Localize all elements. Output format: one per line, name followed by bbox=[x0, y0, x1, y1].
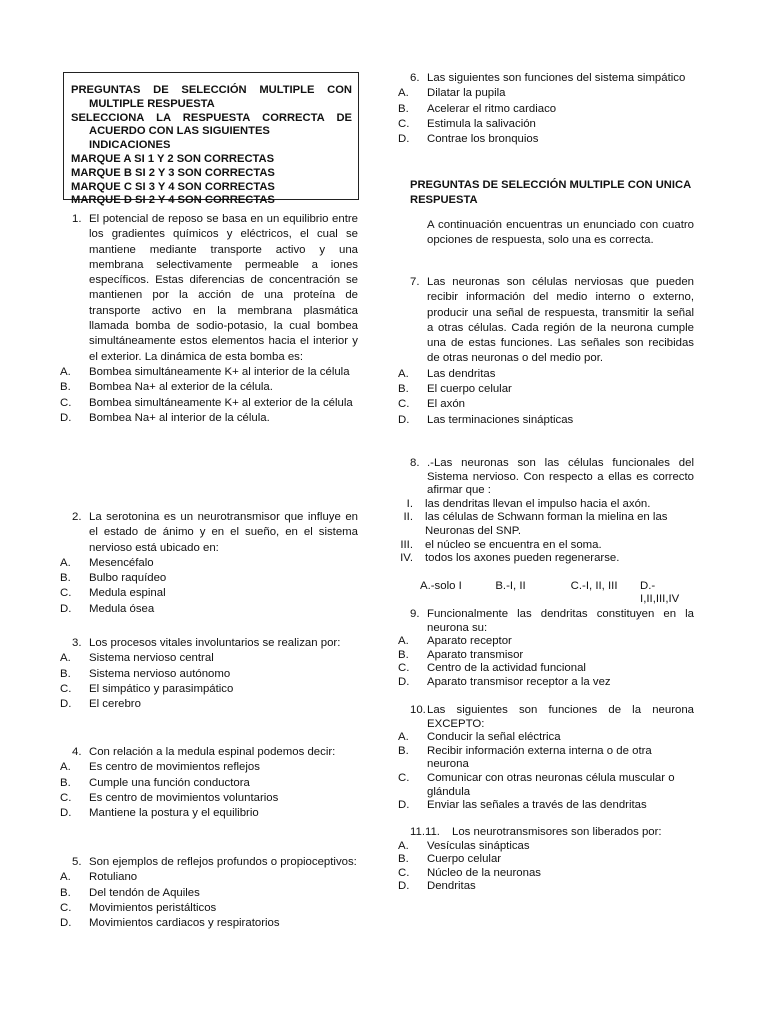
option-text: Dendritas bbox=[427, 880, 476, 893]
option-letter: D. bbox=[398, 675, 410, 688]
box-title-line-1: PREGUNTAS DE SELECCIÓN MULTIPLE CON bbox=[71, 84, 352, 96]
option-text: El cuerpo celular bbox=[427, 383, 512, 396]
statement-text: las células de Schwann forman la mielina en las Neuronas del SNP. bbox=[425, 511, 668, 537]
option-b bbox=[398, 745, 694, 772]
statement-numeral: III. bbox=[400, 538, 413, 551]
question-10 bbox=[398, 704, 694, 813]
option-a bbox=[60, 651, 358, 666]
single-answer-heading-text: PREGUNTAS DE SELECCIÓN MULTIPLE CON UNICA RESPUESTA bbox=[410, 179, 691, 206]
option-text: Centro de la actividad funcional bbox=[427, 662, 586, 675]
option-text: Aparato receptor bbox=[427, 635, 512, 648]
option-letter: D. bbox=[398, 133, 410, 146]
option-text: Bombea Na+ al exterior de la célula. bbox=[89, 381, 273, 394]
option-text: Cuerpo celular bbox=[427, 853, 502, 866]
statement-numeral: I. bbox=[406, 497, 413, 510]
statement-numeral: II. bbox=[403, 511, 413, 524]
answer-choice-b: B.-I, II bbox=[495, 579, 526, 592]
option-letter: C. bbox=[398, 771, 410, 784]
option-text: El simpático y parasimpático bbox=[89, 682, 234, 695]
question-4 bbox=[60, 745, 358, 821]
question-4-stem bbox=[60, 745, 358, 760]
option-text: Aparato transmisor bbox=[427, 648, 524, 661]
question-9 bbox=[398, 608, 694, 690]
option-b bbox=[398, 102, 694, 117]
option-letter: D. bbox=[398, 413, 410, 426]
option-d bbox=[398, 880, 694, 894]
option-letter: B. bbox=[60, 776, 71, 789]
box-instruction-line-2: ACUERDO CON LAS SIGUIENTES INDICACIONES bbox=[89, 125, 270, 152]
option-text: Del tendón de Aquiles bbox=[89, 886, 200, 899]
option-letter: B. bbox=[60, 572, 71, 585]
question-2 bbox=[60, 510, 358, 617]
option-text: Las terminaciones sinápticas bbox=[427, 413, 574, 426]
option-a bbox=[60, 556, 358, 571]
question-8-stem bbox=[398, 457, 694, 498]
single-answer-heading bbox=[410, 178, 696, 207]
question-number: 5. bbox=[72, 856, 82, 868]
option-letter: D. bbox=[60, 917, 72, 930]
option-c bbox=[60, 791, 358, 806]
option-text: Contrae los bronquios bbox=[427, 133, 539, 146]
option-text: Estimula la salivación bbox=[427, 117, 536, 130]
question-10-stem bbox=[398, 704, 694, 731]
option-letter: B. bbox=[398, 648, 409, 661]
question-text: Los procesos vitales involuntarios se realizan por: bbox=[89, 637, 341, 649]
box-instruction-line-1: SELECCIONA LA RESPUESTA CORRECTA DE bbox=[71, 111, 352, 124]
question-number: 9. bbox=[410, 608, 420, 620]
question-9-stem bbox=[398, 608, 694, 635]
option-c bbox=[60, 901, 358, 916]
option-c bbox=[398, 867, 694, 881]
option-letter: A. bbox=[60, 871, 71, 884]
single-answer-intro-text: A continuación encuentras un enunciado con cuatro opciones de respuesta, solo una es correcta. bbox=[427, 219, 694, 247]
question-8-statements bbox=[385, 498, 694, 566]
option-text: Núcleo de la neuronas bbox=[427, 866, 541, 879]
instructions-box bbox=[63, 72, 359, 207]
question-1-stem bbox=[60, 212, 358, 365]
question-number: 7. bbox=[410, 276, 420, 288]
answer-choice-c: C.-I, II, III bbox=[570, 579, 618, 592]
option-letter: A. bbox=[398, 731, 409, 744]
question-number: 11.11. bbox=[410, 826, 440, 838]
question-3-stem bbox=[60, 636, 358, 651]
option-text: Dilatar la pupila bbox=[427, 87, 506, 100]
option-b bbox=[60, 380, 358, 395]
option-letter: B. bbox=[60, 886, 71, 899]
option-letter: C. bbox=[60, 901, 72, 914]
option-b bbox=[60, 776, 358, 791]
option-c bbox=[398, 662, 694, 676]
option-d bbox=[398, 676, 694, 690]
option-letter: D. bbox=[60, 411, 72, 424]
question-8-text: .-Las neuronas son las células funcionales del Sistema nervioso. Con respecto a ellas es correcto afirmar que : bbox=[427, 457, 694, 497]
option-a bbox=[398, 731, 694, 745]
option-a bbox=[398, 86, 694, 101]
question-7-stem bbox=[398, 275, 694, 367]
option-text: Bombea Na+ al interior de la célula. bbox=[89, 411, 270, 424]
statement-ii bbox=[385, 511, 694, 538]
option-c bbox=[60, 682, 358, 697]
option-text: Cumple una función conductora bbox=[89, 776, 250, 789]
option-text: El axón bbox=[427, 398, 465, 411]
option-letter: D. bbox=[398, 799, 410, 812]
option-letter: B. bbox=[60, 667, 71, 680]
statement-text: el núcleo se encuentra en el soma. bbox=[425, 538, 602, 551]
option-letter: A. bbox=[60, 652, 71, 665]
question-8-answer-choices bbox=[398, 580, 694, 607]
statement-numeral: IV. bbox=[400, 552, 413, 565]
option-text: Conducir la señal eléctrica bbox=[427, 731, 561, 744]
option-text: Bombea simultáneamente K+ al exterior de la célula bbox=[89, 396, 353, 409]
option-text: Mantiene la postura y el equilibrio bbox=[89, 807, 259, 820]
option-letter: C. bbox=[398, 866, 410, 879]
option-letter: D. bbox=[60, 698, 72, 711]
option-text: Movimientos peristálticos bbox=[89, 901, 217, 914]
option-c bbox=[398, 397, 694, 412]
option-letter: C. bbox=[60, 682, 72, 695]
option-text: El cerebro bbox=[89, 698, 141, 711]
option-d bbox=[60, 806, 358, 821]
option-letter: C. bbox=[398, 662, 410, 675]
question-5 bbox=[60, 855, 358, 931]
question-number: 1. bbox=[72, 213, 82, 225]
option-a bbox=[60, 870, 358, 885]
option-b bbox=[398, 382, 694, 397]
question-6 bbox=[398, 71, 694, 147]
answer-choice-d: D.-I,II,III,IV bbox=[640, 579, 680, 606]
option-letter: A. bbox=[398, 839, 409, 852]
option-text: Recibir información externa interna o de otra neurona bbox=[427, 744, 652, 771]
option-text: Enviar las señales a través de las dendritas bbox=[427, 799, 647, 812]
option-c bbox=[60, 586, 358, 601]
option-d bbox=[398, 132, 694, 147]
option-d bbox=[60, 697, 358, 712]
option-letter: B. bbox=[398, 744, 409, 757]
question-number: 10. bbox=[410, 704, 426, 716]
option-letter: C. bbox=[60, 396, 72, 409]
option-d bbox=[398, 799, 694, 813]
option-text: Las dendritas bbox=[427, 367, 496, 380]
option-a bbox=[60, 760, 358, 775]
statement-text: todos los axones pueden regenerarse. bbox=[425, 552, 620, 565]
question-number: 2. bbox=[72, 511, 82, 523]
question-5-stem bbox=[60, 855, 358, 870]
question-1 bbox=[60, 212, 358, 426]
option-d bbox=[398, 413, 694, 428]
question-text: Las siguientes son funciones del sistema simpático bbox=[427, 72, 686, 84]
option-text: Movimientos cardiacos y respiratorios bbox=[89, 917, 280, 930]
option-letter: A. bbox=[60, 365, 71, 378]
box-rule-a: MARQUE A SI 1 Y 2 SON CORRECTAS bbox=[71, 152, 275, 165]
question-text: El potencial de reposo se basa en un equilibrio entre los gradientes químicos y eléctricos, el cual se mantiene mediante transporte activo y una membrana selectivamente permeable a iones específicos. Estas diferencias de concentración se mantienen por la acción de una proteína de transporte activo en la membrana plasmática llamada bomba de sodio-potasio, la cual bombea simultáneamente estos elementos hacia el interior y el exterior. La dinámica de esta bomba es: bbox=[89, 213, 358, 363]
option-a bbox=[398, 840, 694, 854]
statement-iii bbox=[385, 539, 694, 553]
box-rule-d: MARQUE D SI 2 Y 4 SON CORRECTAS bbox=[71, 194, 275, 207]
option-d bbox=[60, 602, 358, 617]
question-text: Las siguientes son funciones de la neurona EXCEPTO: bbox=[427, 704, 694, 730]
option-text: Bombea simultáneamente K+ al interior de la célula bbox=[89, 365, 350, 378]
question-8 bbox=[398, 457, 694, 607]
option-b bbox=[60, 667, 358, 682]
option-a bbox=[398, 367, 694, 382]
question-11-stem bbox=[398, 826, 694, 840]
option-letter: C. bbox=[60, 791, 72, 804]
question-2-stem bbox=[60, 510, 358, 556]
option-letter: D. bbox=[60, 602, 72, 615]
option-text: Acelerar el ritmo cardiaco bbox=[427, 102, 557, 115]
option-d bbox=[60, 916, 358, 931]
option-text: Es centro de movimientos voluntarios bbox=[89, 791, 279, 804]
option-a bbox=[60, 365, 358, 380]
option-letter: C. bbox=[398, 398, 410, 411]
option-letter: C. bbox=[60, 587, 72, 600]
question-6-stem bbox=[398, 71, 694, 86]
option-letter: A. bbox=[60, 761, 71, 774]
statement-iv bbox=[385, 552, 694, 566]
option-text: Medula espinal bbox=[89, 587, 166, 600]
question-11 bbox=[398, 826, 694, 894]
question-text: Los neurotransmisores son liberados por: bbox=[452, 826, 662, 838]
single-answer-intro bbox=[427, 218, 694, 249]
question-text: Son ejemplos de reflejos profundos o propioceptivos: bbox=[89, 856, 357, 868]
option-c bbox=[398, 117, 694, 132]
option-b bbox=[60, 571, 358, 586]
option-letter: A. bbox=[398, 635, 409, 648]
option-b bbox=[60, 886, 358, 901]
option-text: Sistema nervioso autónomo bbox=[89, 667, 231, 680]
option-text: Aparato transmisor receptor a la vez bbox=[427, 675, 611, 688]
option-letter: D. bbox=[398, 880, 410, 893]
question-7 bbox=[398, 275, 694, 428]
option-text: Medula ósea bbox=[89, 602, 155, 615]
question-text: La serotonina es un neurotransmisor que influye en el estado de ánimo y en el sueño, en el sistema nervioso está ubicado en: bbox=[89, 511, 358, 554]
option-b bbox=[398, 853, 694, 867]
question-number: 6. bbox=[410, 72, 420, 84]
option-d bbox=[60, 411, 358, 426]
option-text: Vesículas sinápticas bbox=[427, 839, 530, 852]
option-text: Es centro de movimientos reflejos bbox=[89, 761, 260, 774]
option-letter: B. bbox=[398, 853, 409, 866]
option-letter: B. bbox=[60, 381, 71, 394]
option-c bbox=[398, 772, 694, 799]
option-text: Comunicar con otras neuronas célula muscular o glándula bbox=[427, 771, 675, 798]
option-letter: A. bbox=[398, 87, 409, 100]
option-letter: A. bbox=[398, 367, 409, 380]
question-3 bbox=[60, 636, 358, 712]
question-text: Con relación a la medula espinal podemos decir: bbox=[89, 746, 336, 758]
option-text: Bulbo raquídeo bbox=[89, 572, 167, 585]
option-text: Sistema nervioso central bbox=[89, 652, 214, 665]
option-letter: C. bbox=[398, 117, 410, 130]
statement-i bbox=[385, 498, 694, 512]
option-text: Rotuliano bbox=[89, 871, 138, 884]
option-letter: B. bbox=[398, 383, 409, 396]
option-text: Mesencéfalo bbox=[89, 556, 154, 569]
question-number: 4. bbox=[72, 746, 82, 758]
option-a bbox=[398, 635, 694, 649]
answer-choice-a: A.-solo I bbox=[420, 579, 462, 592]
option-c bbox=[60, 396, 358, 411]
box-rule-c: MARQUE C SI 3 Y 4 SON CORRECTAS bbox=[71, 180, 275, 193]
option-letter: A. bbox=[60, 556, 71, 569]
question-text: Las neuronas son células nerviosas que pueden recibir información del medio interno o externo, producir una señal de respuesta, transmitir la señal a otras células. Cada región de la neurona cumple una de estas funciones. Las señales son recibidas de otras neuronas o del medio por. bbox=[427, 276, 694, 365]
question-8-number: 8. bbox=[410, 457, 420, 469]
option-letter: D. bbox=[60, 807, 72, 820]
option-b bbox=[398, 649, 694, 663]
question-text: Funcionalmente las dendritas constituyen en la neurona su: bbox=[427, 608, 694, 634]
box-title-line-2: MULTIPLE RESPUESTA bbox=[89, 97, 215, 110]
option-letter: B. bbox=[398, 102, 409, 115]
question-number: 3. bbox=[72, 637, 82, 649]
statement-text: las dendritas llevan el impulso hacia el axón. bbox=[425, 497, 651, 510]
box-rule-b: MARQUE B SI 2 Y 3 SON CORRECTAS bbox=[71, 166, 275, 179]
